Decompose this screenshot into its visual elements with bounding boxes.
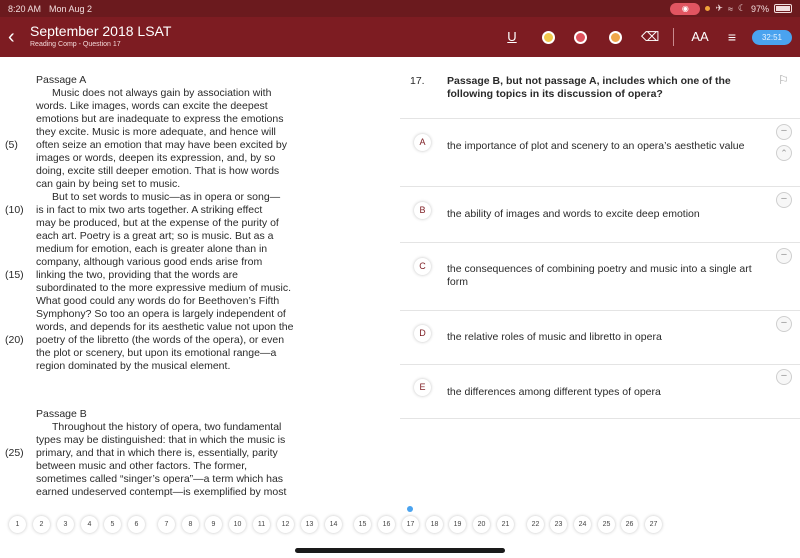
underline-tool-button[interactable]: U [507, 29, 517, 44]
passage-pane [0, 57, 400, 497]
answer-divider [400, 310, 800, 311]
passage-line: poetry of the libretto (the words of the opera), or even [36, 334, 285, 346]
toolbar-divider [673, 28, 674, 46]
answer-divider [400, 242, 800, 243]
status-time: 8:20 AM [8, 3, 42, 14]
answer-text: the relative roles of music and libretto in opera [447, 331, 662, 343]
eraser-icon[interactable]: ⌫ [641, 29, 660, 44]
question-nav-button[interactable]: 3 [57, 516, 74, 533]
question-nav-button[interactable]: 20 [473, 516, 490, 533]
passage-line: the plot or scenery, but upon its emotional range—a [36, 347, 277, 359]
timer-badge[interactable]: 32:51 [752, 30, 792, 45]
answer-choice-c[interactable] [400, 252, 766, 310]
passage-line: types may be distinguished: that in which the music is [36, 434, 286, 446]
question-nav-button[interactable]: 2 [33, 516, 50, 533]
answer-text: the differences among different types of opera [447, 386, 661, 398]
orange-swatch-icon [609, 31, 622, 44]
answer-choice-a[interactable] [400, 130, 766, 186]
passage-line: images or words, deepen its expression, and, by so [36, 152, 276, 164]
question-nav-button[interactable]: 12 [277, 516, 294, 533]
exam-title: September 2018 LSAT [30, 23, 172, 39]
strike-answer-c-button[interactable]: − [776, 248, 792, 264]
home-indicator[interactable] [295, 548, 505, 553]
line-number: (20) [5, 334, 24, 346]
question-nav-button[interactable]: 6 [128, 516, 145, 533]
battery-percent: 97% [750, 3, 769, 14]
status-bar [0, 0, 800, 17]
passage-line: Symphony? So too an opera is largely independent of [36, 308, 286, 320]
strike-answer-e-button[interactable]: − [776, 369, 792, 385]
question-nav-button-current[interactable]: 17 [402, 516, 419, 533]
strike-answer-a-button[interactable]: − [776, 124, 792, 140]
highlight-orange-button[interactable] [607, 27, 623, 47]
line-number: (5) [5, 139, 18, 151]
line-number: (15) [5, 269, 24, 281]
status-date: Mon Aug 2 [49, 3, 93, 14]
passage-line: often seize an emotion that may have been excited by [36, 139, 287, 151]
passage-line: can gain by being set to music. [36, 178, 181, 190]
answer-text: the consequences of combining poetry and music into a single art form [447, 263, 752, 288]
section-subtitle: Reading Comp - Question 17 [30, 41, 121, 48]
question-nav-button[interactable]: 10 [229, 516, 246, 533]
answer-divider [400, 418, 800, 419]
settings-list-icon[interactable]: ≡ [727, 29, 737, 45]
question-nav-button[interactable]: 26 [621, 516, 638, 533]
answer-divider [400, 364, 800, 365]
passage-line: linking the two, providing that the words are [36, 269, 238, 281]
back-chevron-icon[interactable]: ‹ [8, 26, 15, 48]
status-right [670, 3, 792, 15]
passage-line: may be produced, but at the expense of the purity of [36, 217, 279, 229]
answer-letter: D [414, 325, 431, 342]
question-nav-button[interactable]: 9 [205, 516, 222, 533]
passage-b-label: Passage B [36, 408, 87, 420]
question-nav-button[interactable]: 4 [81, 516, 98, 533]
passage-line: subordinated to the more expressive medium of music. [36, 282, 292, 294]
passage-line: medium for emotion, each is greater alone than in [36, 243, 268, 255]
answer-letter: B [414, 202, 431, 219]
question-nav-button[interactable]: 21 [497, 516, 514, 533]
passage-line: region dominated by the musical element. [36, 360, 231, 372]
orange-dot-icon [705, 6, 710, 11]
passage-line: words. Like images, words can excite the deepest [36, 100, 268, 112]
passage-line: company, although various good ends arise from [36, 256, 263, 268]
answer-choice-b[interactable] [400, 196, 766, 242]
passage-line: between music and other factors. The former, [36, 460, 248, 472]
passage-line: But to set words to music—as in opera or song— [52, 191, 281, 203]
question-nav-button[interactable]: 14 [325, 516, 342, 533]
airplane-icon: ✈ [715, 3, 723, 13]
question-nav-button[interactable]: 1 [9, 516, 26, 533]
highlight-red-button[interactable] [572, 27, 588, 47]
answer-letter: E [414, 379, 431, 396]
question-nav-button[interactable]: 11 [253, 516, 270, 533]
question-nav-button[interactable]: 24 [574, 516, 591, 533]
font-size-button[interactable]: AA [691, 29, 709, 44]
question-stem: Passage B, but not passage A, includes which one of the following topics in its discussion of opera? [447, 75, 731, 100]
battery-icon [774, 4, 792, 13]
passage-line: sometimes called “singer’s opera”—a term which has [36, 473, 284, 485]
question-nav-button[interactable]: 23 [550, 516, 567, 533]
passage-line: each art. Poetry is a great art; so is music. But as a [36, 230, 274, 242]
answer-choice-e[interactable] [400, 372, 766, 418]
passage-line: doing, excite still deeper emotion. That is how words [36, 165, 280, 177]
passage-line: What good could any words do for Beethoven’s Fifth [36, 295, 280, 307]
passage-line: Throughout the history of opera, two fundamental [52, 421, 282, 433]
passage-line: words, and depends for its aesthetic value not upon the [36, 321, 294, 333]
question-nav-button[interactable]: 8 [182, 516, 199, 533]
question-nav-button[interactable]: 13 [301, 516, 318, 533]
question-nav-button[interactable]: 19 [449, 516, 466, 533]
red-swatch-icon [574, 31, 587, 44]
passage-line: is in fact to mix two arts together. A striking effect [36, 204, 263, 216]
current-question-indicator [407, 506, 413, 512]
answer-letter: A [414, 134, 431, 151]
passage-line: primary, and that in which there is, essentially, parity [36, 447, 278, 459]
flag-icon[interactable]: ⚐ [778, 73, 789, 87]
answer-text: the ability of images and words to excite deep emotion [447, 208, 700, 220]
question-nav-button[interactable]: 16 [378, 516, 395, 533]
question-nav-button[interactable]: 27 [645, 516, 662, 533]
question-nav-button[interactable]: 25 [598, 516, 615, 533]
passage-line: they excite. Music is more adequate, and hence will [36, 126, 276, 138]
highlight-yellow-button[interactable] [540, 27, 556, 47]
passage-line: Music does not always gain by association with [52, 87, 272, 99]
answer-divider [400, 186, 800, 187]
answer-choice-d[interactable] [400, 320, 766, 364]
line-number: (10) [5, 204, 24, 216]
strike-answer-b-button[interactable]: − [776, 192, 792, 208]
answer-letter: C [414, 258, 431, 275]
answer-text: the importance of plot and scenery to an opera’s aesthetic value [447, 140, 745, 152]
question-divider [400, 118, 800, 119]
yellow-swatch-icon [542, 31, 555, 44]
question-number: 17. [410, 75, 425, 87]
question-nav-button[interactable]: 7 [158, 516, 175, 533]
question-nav [0, 516, 800, 538]
wifi-icon: ≈ [727, 3, 733, 14]
question-nav-button[interactable]: 22 [527, 516, 544, 533]
question-nav-button[interactable]: 5 [104, 516, 121, 533]
record-icon: ◉ [670, 3, 700, 15]
question-nav-button[interactable]: 15 [354, 516, 371, 533]
chevron-up-icon[interactable]: ⌃ [776, 145, 792, 161]
passage-line: earned undeserved contempt—is exemplified by most [36, 486, 287, 497]
passage-line: emotions but are inadequate to express the emotions [36, 113, 284, 125]
strike-answer-d-button[interactable]: − [776, 316, 792, 332]
moon-icon: ☾ [737, 3, 746, 13]
app-header [0, 17, 800, 57]
line-number: (25) [5, 447, 24, 459]
question-nav-button[interactable]: 18 [426, 516, 443, 533]
passage-a-label: Passage A [36, 74, 87, 86]
